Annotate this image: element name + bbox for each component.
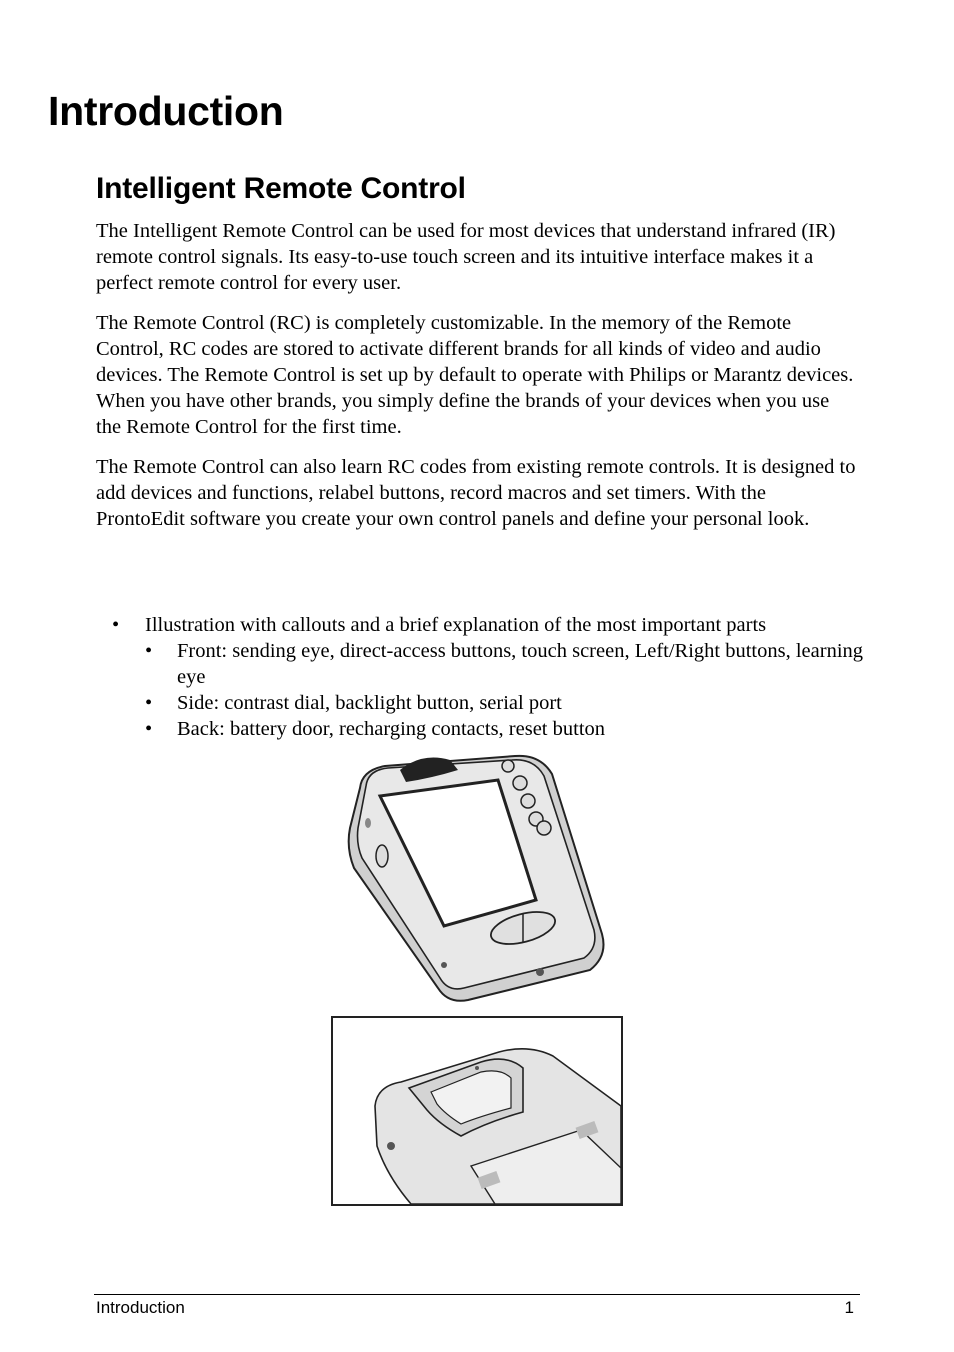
page-title: Introduction <box>48 88 284 134</box>
footer-section-title: Introduction <box>96 1298 185 1317</box>
remote-front-illustration <box>340 748 610 1006</box>
bullet-text: Illustration with callouts and a brief explanation of the most important parts <box>145 614 767 636</box>
list-item <box>145 638 872 690</box>
footer-divider <box>94 1294 860 1295</box>
bullet-text-front: Front: sending eye, direct-access buttons, touch screen, Left/Right buttons, learning eye <box>177 640 864 688</box>
remote-back-illustration <box>331 1016 623 1208</box>
list-item <box>145 690 872 716</box>
bullet-list <box>112 612 872 742</box>
bullet-text-back: Back: battery door, recharging contacts, reset button <box>177 718 606 740</box>
bullet-icon: • <box>145 640 153 662</box>
bullet-text-side: Side: contrast dial, backlight button, serial port <box>177 692 562 714</box>
paragraph-customizable: The Remote Control (RC) is completely customizable. In the memory of the Remote Control, RC codes are stored to activate different brands for all kinds of video and audio devices. The Remote Control is set up by default to operate with Philips or Marantz devices. When you have other brands, you simply define the brands of your devices when you use the Remote Control for the first time. <box>96 312 854 438</box>
bullet-icon: • <box>145 718 153 740</box>
bullet-icon: • <box>145 692 153 714</box>
list-item <box>112 612 872 742</box>
section-title: Intelligent Remote Control <box>96 172 466 205</box>
sub-bullet-list <box>145 638 872 742</box>
footer-page-number: 1 <box>844 1298 854 1317</box>
list-item <box>145 716 872 742</box>
paragraph-intro: The Intelligent Remote Control can be used for most devices that understand infrared (IR) remote control signals. Its easy-to-use touch screen and its intuitive interface makes it a perfect remote control for every user. <box>96 220 836 294</box>
bullet-icon: • <box>112 614 120 636</box>
paragraph-learning: The Remote Control can also learn RC codes from existing remote controls. It is designed to add devices and functions, relabel buttons, record macros and set timers. With the ProntoEdit software you create your own control panels and define your personal look. <box>96 456 856 530</box>
